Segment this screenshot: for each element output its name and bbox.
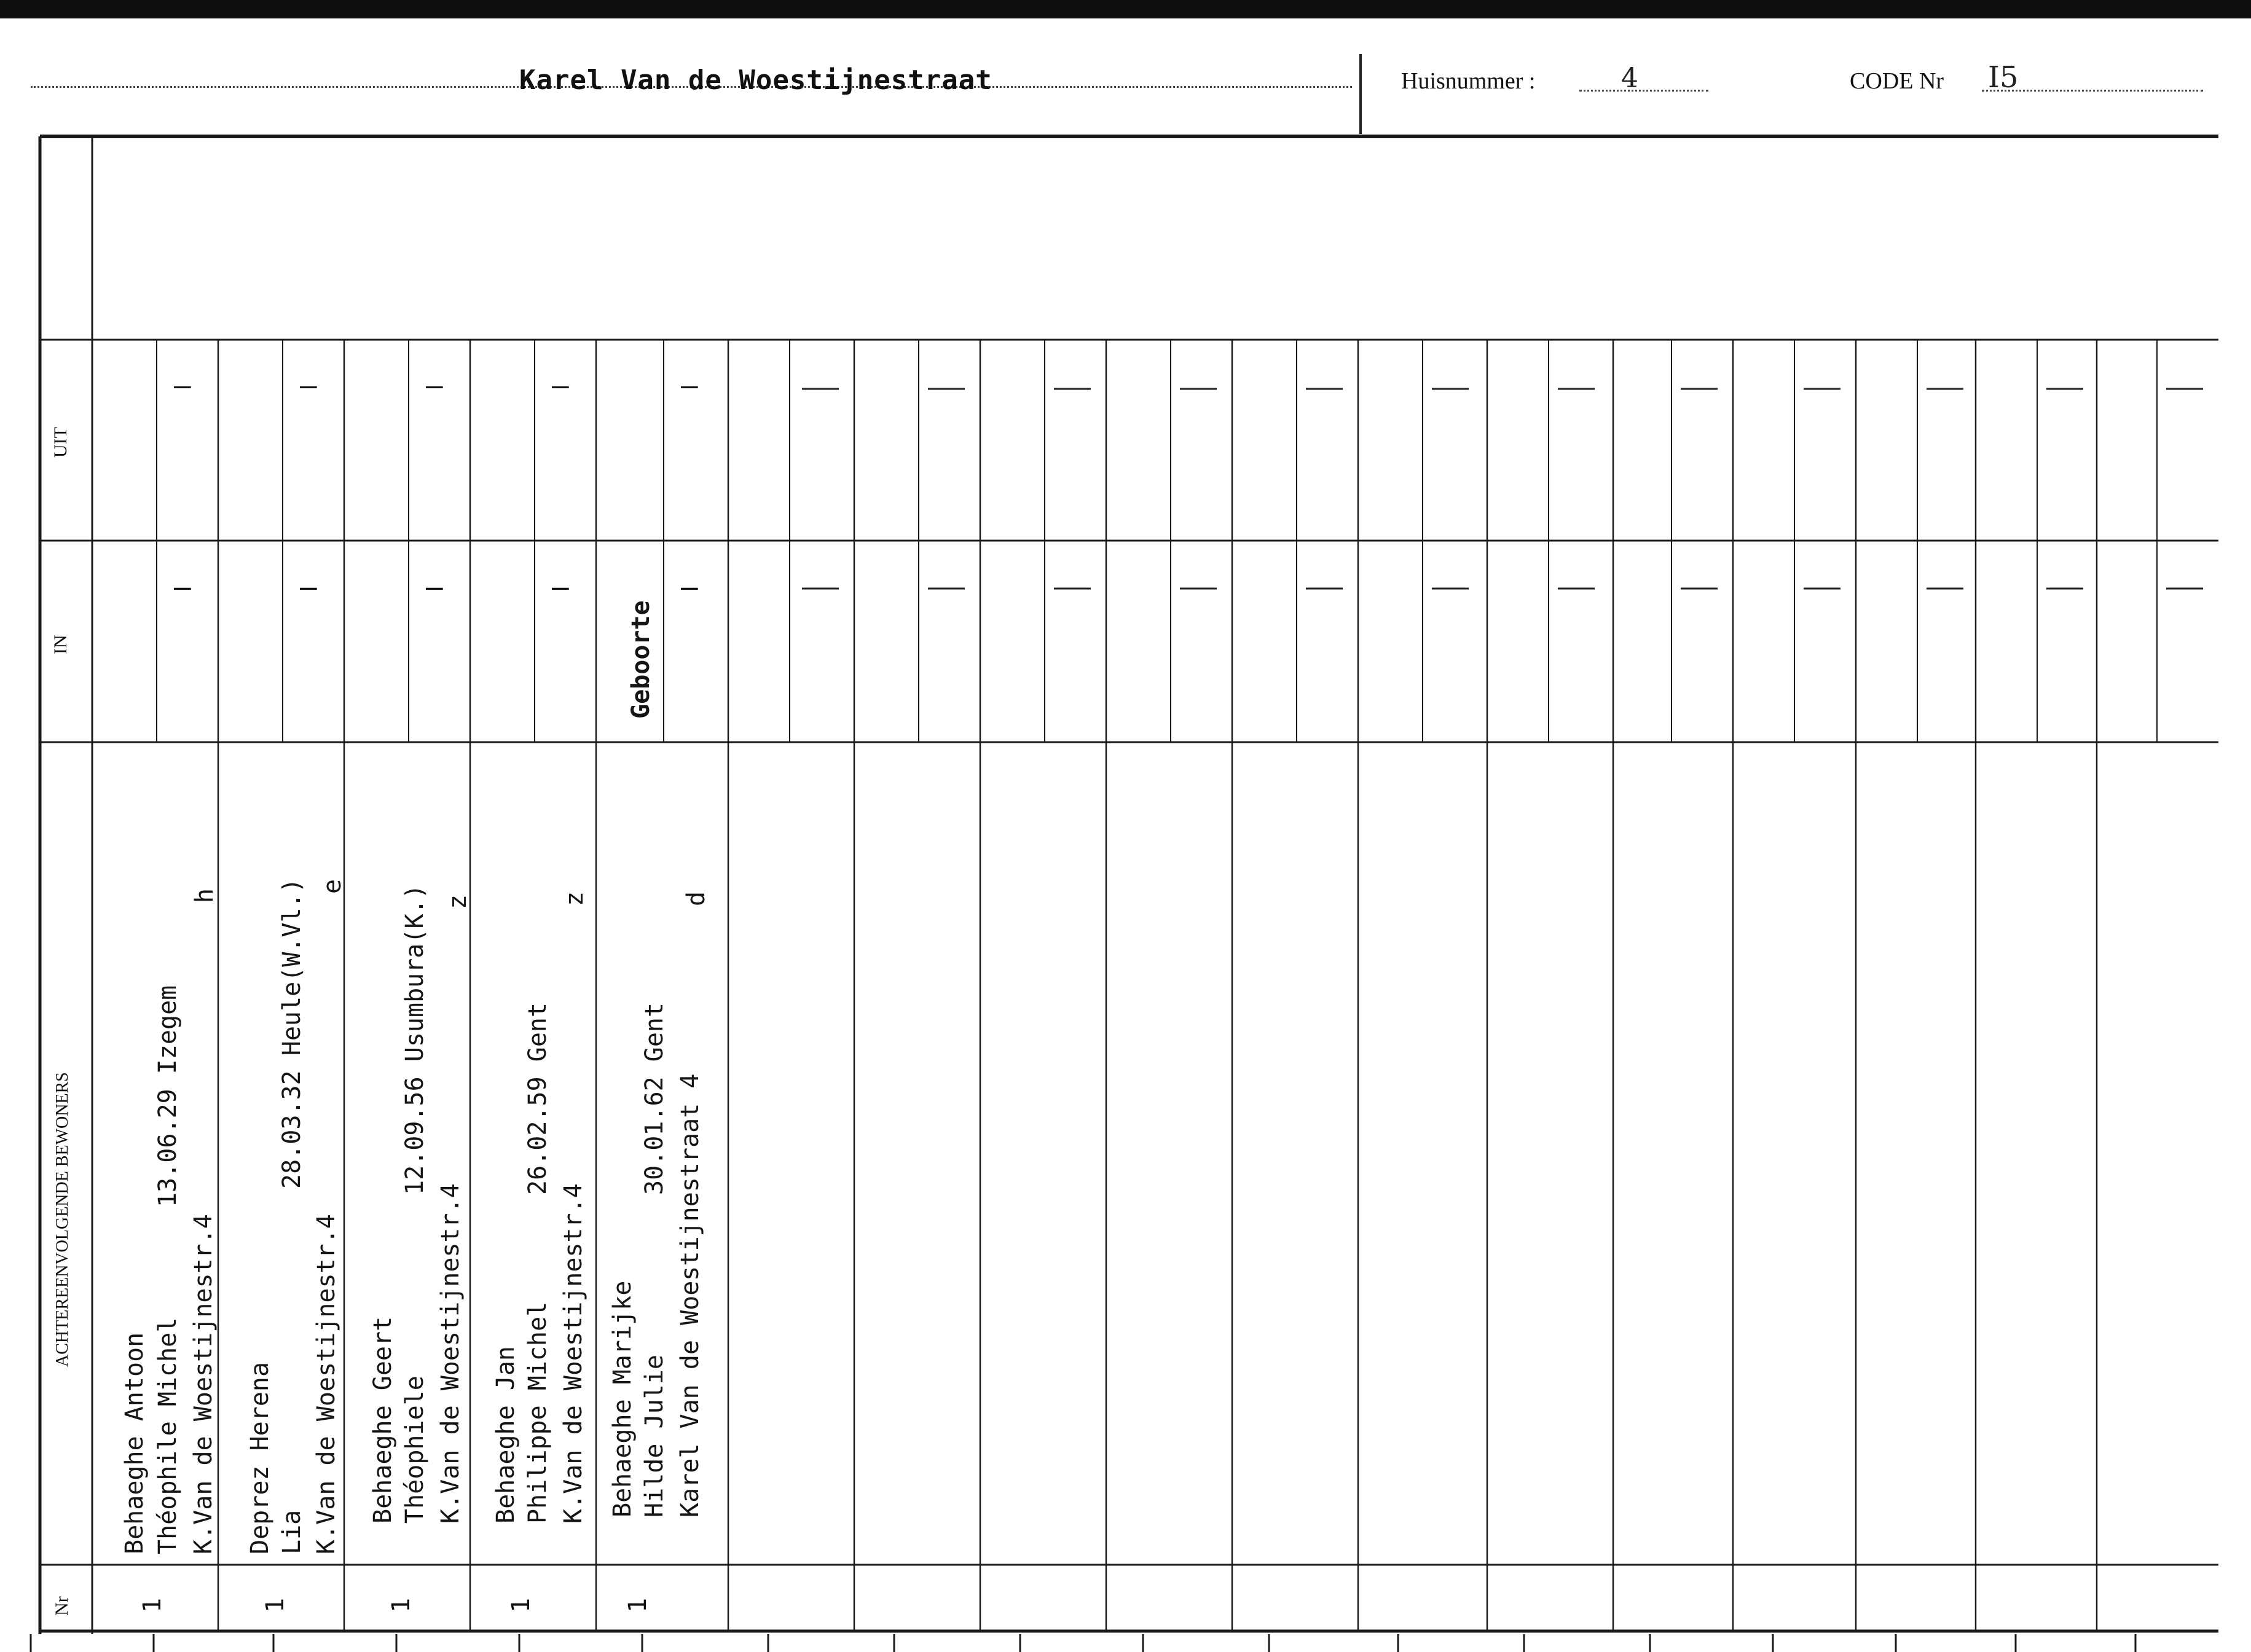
resident-3-surname: Behaeghe Geert bbox=[369, 1316, 397, 1524]
resident-3-code: z bbox=[444, 894, 472, 909]
code-label: CODE Nr bbox=[1850, 68, 1944, 94]
resident-5-code: d bbox=[682, 891, 710, 906]
resident-3-address: K.Van de Woestijnestr.4 bbox=[436, 1183, 465, 1524]
row-label-in: IN bbox=[50, 635, 71, 654]
resident-5-birth: 30.01.62 Gent bbox=[640, 1002, 669, 1195]
code-value: I5 bbox=[1988, 60, 2019, 95]
resident-3-birth: 12.09.56 Usumbura(K.) bbox=[401, 884, 429, 1195]
uit-dash: — bbox=[681, 369, 698, 402]
resident-4-firstnames: Philippe Michel bbox=[524, 1301, 552, 1524]
resident-5-surname: Behaeghe Marijke bbox=[608, 1280, 637, 1517]
resident-5-firstnames: Hilde Julie bbox=[640, 1355, 669, 1517]
resident-2-code: e bbox=[318, 879, 347, 894]
in-dash: — bbox=[552, 570, 569, 603]
uit-dash: — bbox=[300, 369, 317, 402]
resident-4-nr: 1 bbox=[507, 1597, 535, 1613]
resident-3-nr: 1 bbox=[387, 1597, 415, 1613]
resident-2-firstnames: Lia bbox=[278, 1509, 306, 1554]
resident-1-firstnames: Théophile Michel bbox=[154, 1317, 182, 1554]
resident-5-address: Karel Van de Woestijnestraat 4 bbox=[676, 1073, 704, 1517]
resident-5-nr: 1 bbox=[624, 1597, 652, 1613]
huisnummer-value: 4 bbox=[1621, 63, 1638, 94]
resident-1-address: K.Van de Woestijnestr.4 bbox=[189, 1214, 218, 1554]
row-label-bewoners: ACHTEREENVOLGENDE BEWONERS bbox=[53, 1072, 72, 1367]
resident-3-firstnames: Théophiele bbox=[401, 1376, 429, 1524]
resident-2-surname: Deprez Herena bbox=[246, 1361, 274, 1554]
resident-4-birth: 26.02.59 Gent bbox=[524, 1002, 552, 1195]
in-dash: — bbox=[426, 570, 443, 603]
in-dash: — bbox=[681, 570, 698, 603]
uit-dash: — bbox=[426, 369, 443, 402]
resident-1-code: h bbox=[191, 888, 219, 903]
uit-dash: — bbox=[552, 369, 569, 402]
resident-1-surname: Behaeghe Antoon bbox=[120, 1332, 149, 1554]
in-note-geboorte: Geboorte bbox=[627, 600, 655, 719]
resident-2-nr: 1 bbox=[261, 1597, 289, 1613]
street-name: Karel Van de Woestijnestraat bbox=[519, 65, 992, 96]
row-label-uit: UIT bbox=[50, 427, 71, 458]
row-label-nr: Nr bbox=[52, 1596, 72, 1616]
in-dash: — bbox=[300, 570, 317, 603]
resident-4-surname: Behaeghe Jan bbox=[492, 1346, 520, 1524]
in-dash: — bbox=[174, 570, 191, 603]
resident-2-address: K.Van de Woestijnestr.4 bbox=[312, 1214, 340, 1554]
resident-4-code: z bbox=[560, 891, 589, 906]
huisnummer-label: Huisnummer : bbox=[1401, 68, 1536, 94]
resident-1-birth: 13.06.29 Izegem bbox=[154, 985, 182, 1207]
uit-dash: — bbox=[174, 369, 191, 402]
resident-2-birth: 28.03.32 Heule(W.Vl.) bbox=[278, 878, 306, 1189]
resident-1-nr: 1 bbox=[138, 1597, 167, 1613]
resident-4-address: K.Van de Woestijnestr.4 bbox=[559, 1183, 587, 1524]
